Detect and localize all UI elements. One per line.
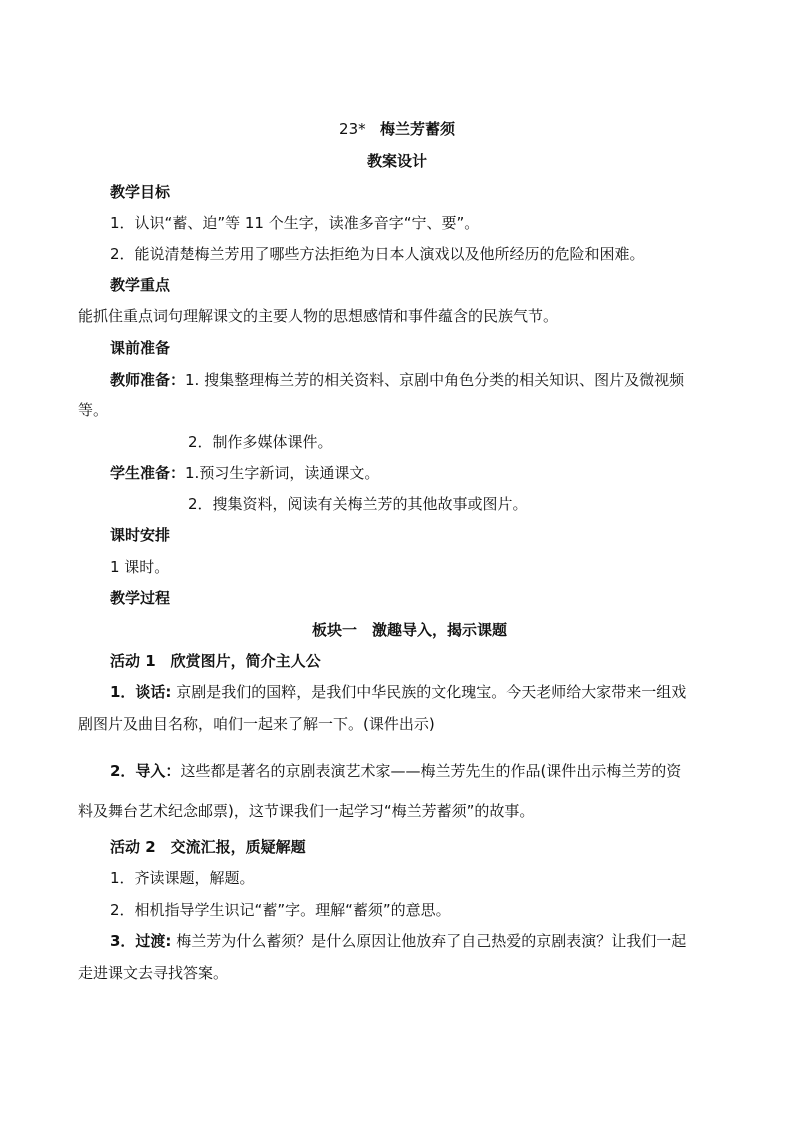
page-title xyxy=(0,118,794,140)
lesson-number: 23* xyxy=(339,120,366,138)
objective-item-1: 1．认识“蓄、迫”等 11 个生字，读准多音字“宁、要”。 xyxy=(110,214,480,232)
activity-1-item-2-text: 这些都是著名的京剧表演艺术家——梅兰芳先生的作品(课件出示梅兰芳的资 xyxy=(180,762,682,780)
activity-1-item-2-label: 2．导入： xyxy=(110,762,181,780)
prep-heading: 课前准备 xyxy=(110,339,171,357)
teacher-prep-item-1: 1. 搜集整理梅兰芳的相关资料、京剧中角色分类的相关知识、图片及微视频 xyxy=(185,371,685,389)
student-prep-item-2: 2．搜集资料，阅读有关梅兰芳的其他故事或图片。 xyxy=(188,495,528,513)
student-prep-line-1 xyxy=(110,462,720,484)
student-prep-label: 学生准备： xyxy=(110,464,186,482)
activity-1-item-1-label: 1．谈话: xyxy=(110,683,172,701)
focus-heading: 教学重点 xyxy=(110,276,171,294)
activity-1-item-2-line-1 xyxy=(110,760,720,782)
activity-2-item-3-line-2: 走进课文去寻找答案。 xyxy=(78,964,229,982)
activity-2-item-3-text: 梅兰芳为什么蓄须？是什么原因让他放弃了自己热爱的京剧表演？让我们一起 xyxy=(171,932,687,950)
activity-2-title xyxy=(110,836,720,858)
objective-item-2: 2．能说清楚梅兰芳用了哪些方法拒绝为日本人演戏以及他所经历的危险和困难。 xyxy=(110,245,645,263)
teacher-prep-line-2: 等。 xyxy=(78,401,109,419)
activity-2-title-text: 活动 2 交流汇报，质疑解题 xyxy=(110,838,306,856)
activity-1-item-2-line-2: 料及舞台艺术纪念邮票)，这节课我们一起学习“梅兰芳蓄须”的故事。 xyxy=(78,802,535,820)
schedule-heading: 课时安排 xyxy=(110,526,171,544)
activity-2-item-3-label: 3．过渡: xyxy=(110,932,172,950)
focus-text: 能抓住重点词句理解课文的主要人物的思想感情和事件蕴含的民族气节。 xyxy=(78,307,559,325)
activity-1-item-1-line-1 xyxy=(110,681,720,703)
schedule-text: 1 课时。 xyxy=(110,558,170,576)
block-1-title: 板块一 激趣导入，揭示课题 xyxy=(312,621,508,639)
teacher-prep-label: 教师准备： xyxy=(110,371,186,389)
activity-2-item-1: 1．齐读课题，解题。 xyxy=(110,869,255,887)
activity-1-title xyxy=(110,650,720,672)
activity-2-item-3-line-1 xyxy=(110,930,720,952)
activity-2-item-2: 2．相机指导学生识记“蓄”字。理解“蓄须”的意思。 xyxy=(110,901,451,919)
page-subtitle: 教案设计 xyxy=(366,152,427,170)
process-heading: 教学过程 xyxy=(110,589,171,607)
activity-1-item-1-text: 京剧是我们的国粹，是我们中华民族的文化瑰宝。今天老师给大家带来一组戏 xyxy=(171,683,687,701)
teacher-prep-line-1 xyxy=(110,369,720,391)
student-prep-item-1: 1.预习生字新词，读通课文。 xyxy=(185,464,380,482)
activity-1-item-1-line-2: 剧图片及曲目名称，咱们一起来了解一下。(课件出示) xyxy=(78,715,435,733)
objectives-heading: 教学目标 xyxy=(110,183,171,201)
activity-1-title-text: 活动 1 欣赏图片，简介主人公 xyxy=(110,652,321,670)
lesson-title: 梅兰芳蓄须 xyxy=(379,120,455,138)
teacher-prep-item-2: 2．制作多媒体课件。 xyxy=(188,433,333,451)
